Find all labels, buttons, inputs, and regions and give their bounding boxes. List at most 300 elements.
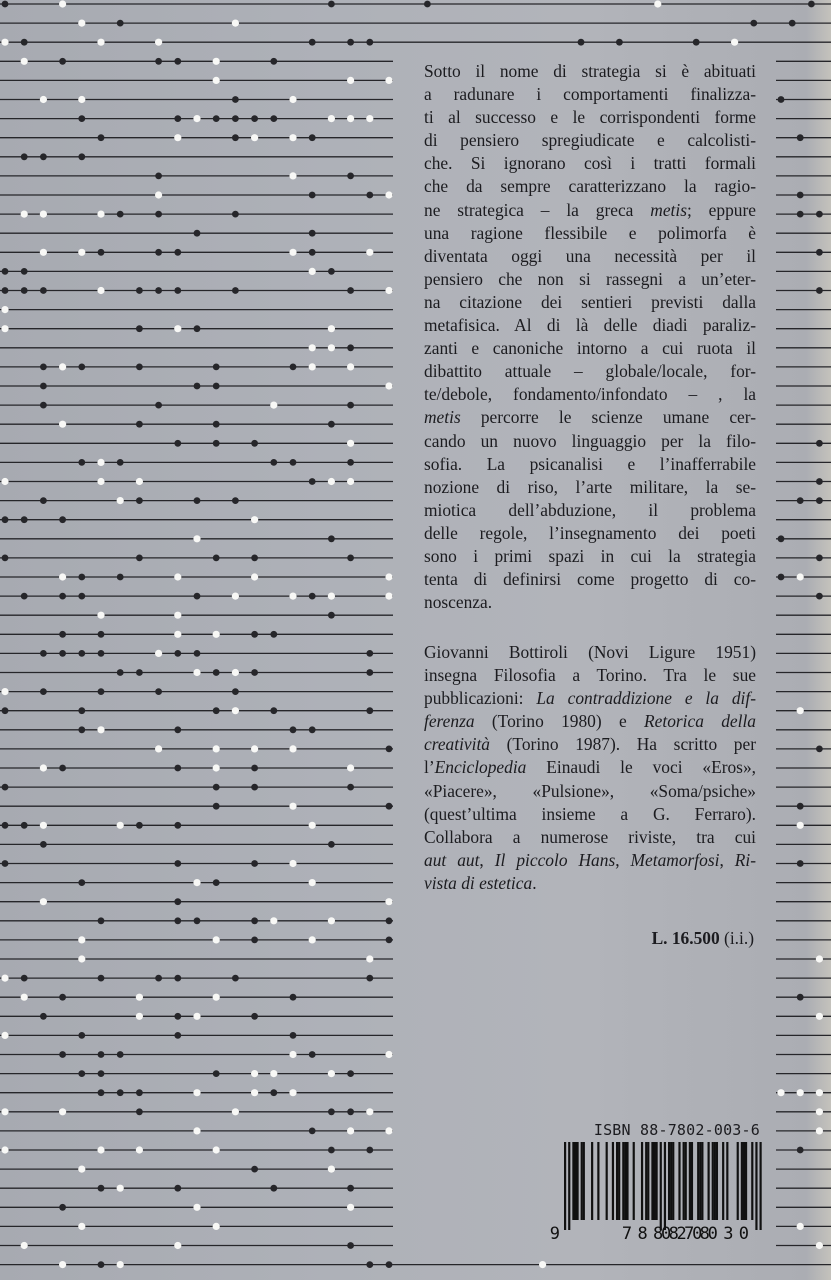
text-run: noscenza. xyxy=(424,592,493,613)
text-line xyxy=(424,591,756,614)
author-bio-paragraph xyxy=(424,641,756,895)
white-dot xyxy=(270,1070,277,1077)
black-dot xyxy=(213,115,220,122)
white-dot xyxy=(59,0,66,7)
black-dot xyxy=(21,287,28,294)
black-dot xyxy=(213,440,220,447)
black-dot xyxy=(174,1185,181,1192)
barcode-bar xyxy=(651,1142,653,1220)
white-dot xyxy=(213,936,220,943)
white-dot xyxy=(213,1223,220,1230)
white-dot xyxy=(193,1204,200,1211)
black-dot xyxy=(213,421,220,428)
black-dot xyxy=(2,555,9,562)
white-dot xyxy=(193,1089,200,1096)
black-dot xyxy=(117,574,124,581)
barcode-bar xyxy=(664,1142,666,1230)
text-line xyxy=(424,664,756,687)
barcode-bar xyxy=(574,1142,576,1220)
black-dot xyxy=(309,134,316,141)
white-dot xyxy=(347,77,354,84)
barcode-bar xyxy=(743,1142,745,1220)
white-dot xyxy=(385,898,392,905)
black-dot xyxy=(155,173,162,180)
black-dot xyxy=(213,803,220,810)
black-dot xyxy=(136,822,143,829)
black-dot xyxy=(174,58,181,65)
black-dot xyxy=(136,1089,143,1096)
white-dot xyxy=(136,1013,143,1020)
barcode-bar xyxy=(678,1142,680,1220)
black-dot xyxy=(117,20,124,27)
black-dot xyxy=(98,917,105,924)
black-dot xyxy=(578,39,585,46)
white-dot xyxy=(40,211,47,218)
black-dot xyxy=(251,1013,258,1020)
black-dot xyxy=(78,459,85,466)
black-dot xyxy=(21,39,28,46)
barcode-bar xyxy=(647,1142,649,1220)
black-dot xyxy=(21,593,28,600)
black-dot xyxy=(155,249,162,256)
barcode-bar xyxy=(660,1142,662,1230)
white-dot xyxy=(78,936,85,943)
black-dot xyxy=(174,765,181,772)
barcode-bar xyxy=(737,1142,739,1220)
italic-text: Enciclopedia xyxy=(434,757,527,778)
white-dot xyxy=(289,860,296,867)
white-dot xyxy=(309,363,316,370)
black-dot xyxy=(136,287,143,294)
white-dot xyxy=(117,822,124,829)
white-dot xyxy=(97,287,104,294)
white-dot xyxy=(797,822,804,829)
white-dot xyxy=(213,745,220,752)
white-dot xyxy=(347,115,354,122)
white-dot xyxy=(155,39,162,46)
white-dot xyxy=(193,535,200,542)
black-dot xyxy=(136,669,143,676)
black-dot xyxy=(347,1108,354,1115)
text-run: pubblicazioni: xyxy=(424,688,537,709)
barcode-digits: 9 xyxy=(549,1224,560,1244)
barcode-bar xyxy=(741,1142,743,1220)
black-dot xyxy=(117,1051,124,1058)
white-dot xyxy=(816,1013,823,1020)
black-dot xyxy=(98,688,105,695)
italic-text: aut aut xyxy=(424,849,480,870)
black-dot xyxy=(78,1070,85,1077)
white-dot xyxy=(1,975,8,982)
black-dot xyxy=(309,39,316,46)
text-run: una ragione flessibile e polimorfa è xyxy=(424,222,756,243)
white-dot xyxy=(539,1261,546,1268)
black-dot xyxy=(213,669,220,676)
white-dot xyxy=(213,1146,220,1153)
white-dot xyxy=(213,764,220,771)
black-dot xyxy=(778,574,785,581)
black-dot xyxy=(213,879,220,886)
text-line xyxy=(424,733,756,756)
barcode-bar xyxy=(751,1142,753,1220)
black-dot xyxy=(366,1261,373,1268)
text-run: tenta di definirsi come progetto di co- xyxy=(424,569,756,590)
black-dot xyxy=(251,860,258,867)
white-dot xyxy=(232,669,239,676)
black-dot xyxy=(816,249,823,256)
text-run: nozione di riso, l’arte militare, la se- xyxy=(424,476,756,497)
black-dot xyxy=(136,1108,143,1115)
black-dot xyxy=(309,192,316,199)
text-line xyxy=(424,222,756,245)
black-dot xyxy=(78,574,85,581)
black-dot xyxy=(78,726,85,733)
black-dot xyxy=(347,459,354,466)
white-dot xyxy=(174,573,181,580)
black-dot xyxy=(59,650,66,657)
white-dot xyxy=(97,726,104,733)
white-dot xyxy=(21,994,28,1001)
black-dot xyxy=(328,1147,335,1154)
black-dot xyxy=(78,115,85,122)
white-dot xyxy=(59,1108,66,1115)
white-dot xyxy=(654,0,661,7)
black-dot xyxy=(2,1,9,8)
black-dot xyxy=(366,39,373,46)
text-run: che. Si ignorano così i tratti formali xyxy=(424,153,756,174)
black-dot xyxy=(40,364,47,371)
text-run: zanti e canoniche intorno a cui ruota il xyxy=(424,338,756,359)
barcode-bar xyxy=(689,1142,691,1220)
black-dot xyxy=(98,631,105,638)
text-run: che da sempre caratterizzano la ragio- xyxy=(424,176,756,197)
white-dot xyxy=(347,1127,354,1134)
black-dot xyxy=(155,287,162,294)
text-run: te/debole, fondamento/infondato – , la xyxy=(424,384,756,405)
white-dot xyxy=(213,77,220,84)
text-line xyxy=(424,430,756,453)
black-dot xyxy=(816,211,823,218)
italic-text: Metamorfosi xyxy=(630,849,720,870)
black-dot xyxy=(232,115,239,122)
white-dot xyxy=(309,879,316,886)
text-line xyxy=(424,756,756,779)
text-line xyxy=(424,780,756,803)
black-dot xyxy=(59,765,66,772)
black-dot xyxy=(290,364,297,371)
black-dot xyxy=(232,497,239,504)
white-dot xyxy=(174,612,181,619)
black-dot xyxy=(155,58,162,65)
black-dot xyxy=(386,937,393,944)
black-dot xyxy=(98,1070,105,1077)
black-dot xyxy=(797,994,804,1001)
white-dot xyxy=(97,459,104,466)
black-dot xyxy=(194,325,201,332)
white-dot xyxy=(797,707,804,714)
black-dot xyxy=(328,268,335,275)
black-dot xyxy=(40,688,47,695)
black-dot xyxy=(309,726,316,733)
black-dot xyxy=(117,669,124,676)
white-dot xyxy=(289,249,296,256)
black-dot xyxy=(386,917,393,924)
text-run: pensiero che non si rassegni a un’eter- xyxy=(424,268,756,289)
white-dot xyxy=(40,96,47,103)
black-dot xyxy=(174,287,181,294)
white-dot xyxy=(1,1108,8,1115)
italic-text: creatività xyxy=(424,734,490,755)
black-dot xyxy=(366,669,373,676)
white-dot xyxy=(385,573,392,580)
white-dot xyxy=(797,1223,804,1230)
black-dot xyxy=(251,937,258,944)
white-dot xyxy=(328,1070,335,1077)
black-dot xyxy=(213,707,220,714)
white-dot xyxy=(385,382,392,389)
text-line xyxy=(424,826,756,849)
text-run: , xyxy=(719,849,735,870)
black-dot xyxy=(98,975,105,982)
white-dot xyxy=(174,631,181,638)
white-dot xyxy=(816,1127,823,1134)
black-dot xyxy=(98,1089,105,1096)
text-line xyxy=(424,545,756,568)
italic-text: Il piccolo Hans xyxy=(494,849,616,870)
white-dot xyxy=(816,1242,823,1249)
barcode-bar xyxy=(633,1142,635,1220)
black-dot xyxy=(290,726,297,733)
white-dot xyxy=(232,707,239,714)
black-dot xyxy=(194,917,201,924)
text-run: miotica dell’abduzione, il problema xyxy=(424,499,756,520)
white-dot xyxy=(155,745,162,752)
black-dot xyxy=(59,1204,66,1211)
black-dot xyxy=(213,383,220,390)
black-dot xyxy=(347,344,354,351)
barcode-bar xyxy=(622,1142,624,1220)
text-line xyxy=(424,245,756,268)
black-dot xyxy=(816,555,823,562)
black-dot xyxy=(174,1032,181,1039)
barcode-bar xyxy=(672,1142,674,1220)
black-dot xyxy=(797,803,804,810)
black-dot xyxy=(174,898,181,905)
black-dot xyxy=(40,497,47,504)
text-run: , xyxy=(615,849,631,870)
black-dot xyxy=(78,593,85,600)
white-dot xyxy=(816,955,823,962)
black-dot xyxy=(750,20,757,27)
barcode-bar xyxy=(641,1142,643,1220)
text-run: diventata oggi una necessità per il xyxy=(424,245,756,266)
black-dot xyxy=(328,1,335,8)
white-dot xyxy=(289,593,296,600)
barcode-bar xyxy=(697,1142,699,1220)
barcode-bar xyxy=(691,1142,693,1220)
white-dot xyxy=(97,1146,104,1153)
black-dot xyxy=(808,1,815,8)
black-dot xyxy=(2,516,9,523)
black-dot xyxy=(816,478,823,485)
text-line xyxy=(424,268,756,291)
white-dot xyxy=(270,402,277,409)
black-dot xyxy=(816,440,823,447)
black-dot xyxy=(328,535,335,542)
black-dot xyxy=(797,497,804,504)
white-dot xyxy=(366,955,373,962)
white-dot xyxy=(155,191,162,198)
white-dot xyxy=(347,1204,354,1211)
black-dot xyxy=(347,555,354,562)
black-dot xyxy=(213,555,220,562)
white-dot xyxy=(174,325,181,332)
black-dot xyxy=(59,631,66,638)
barcode-bar xyxy=(726,1142,728,1220)
black-dot xyxy=(797,1147,804,1154)
white-dot xyxy=(97,612,104,619)
black-dot xyxy=(797,192,804,199)
black-dot xyxy=(251,555,258,562)
black-dot xyxy=(40,287,47,294)
text-line xyxy=(424,383,756,406)
black-dot xyxy=(2,268,9,275)
black-dot xyxy=(309,1128,316,1135)
white-dot xyxy=(385,1127,392,1134)
black-dot xyxy=(797,211,804,218)
text-line xyxy=(424,453,756,476)
white-dot xyxy=(78,955,85,962)
white-dot xyxy=(366,1108,373,1115)
barcode-bar xyxy=(606,1142,608,1220)
white-dot xyxy=(328,1166,335,1173)
text-line xyxy=(424,337,756,360)
black-dot xyxy=(78,1032,85,1039)
black-dot xyxy=(797,134,804,141)
black-dot xyxy=(309,593,316,600)
white-dot xyxy=(251,134,258,141)
white-dot xyxy=(1,688,8,695)
white-dot xyxy=(328,917,335,924)
black-dot xyxy=(2,860,9,867)
text-line xyxy=(424,106,756,129)
black-dot xyxy=(270,631,277,638)
white-dot xyxy=(816,1089,823,1096)
black-dot xyxy=(40,383,47,390)
white-dot xyxy=(347,478,354,485)
barcode-bar xyxy=(591,1142,593,1220)
white-dot xyxy=(232,1108,239,1115)
white-dot xyxy=(174,134,181,141)
white-dot xyxy=(385,77,392,84)
black-dot xyxy=(59,516,66,523)
barcode-bar xyxy=(760,1142,762,1230)
white-dot xyxy=(347,764,354,771)
white-dot xyxy=(21,1242,28,1249)
black-dot xyxy=(251,784,258,791)
black-dot xyxy=(40,841,47,848)
italic-text: Retorica della xyxy=(644,711,756,732)
white-dot xyxy=(251,745,258,752)
black-dot xyxy=(117,211,124,218)
black-dot xyxy=(270,707,277,714)
text-line xyxy=(424,83,756,106)
black-dot xyxy=(328,421,335,428)
black-dot xyxy=(40,153,47,160)
black-dot xyxy=(78,879,85,886)
italic-text: ferenza xyxy=(424,711,475,732)
white-dot xyxy=(117,1261,124,1268)
black-dot xyxy=(59,593,66,600)
white-dot xyxy=(251,1089,258,1096)
text-run: sono i primi spazi in cui la strategia xyxy=(424,545,756,566)
black-dot xyxy=(98,1051,105,1058)
white-dot xyxy=(21,211,28,218)
black-dot xyxy=(21,268,28,275)
white-dot xyxy=(21,58,28,65)
black-dot xyxy=(78,364,85,371)
black-dot xyxy=(232,211,239,218)
text-run: insegna Filosofia a Torino. Tra le sue xyxy=(424,665,756,686)
barcode-bar xyxy=(612,1142,614,1220)
blurb-paragraph xyxy=(424,60,756,614)
white-dot xyxy=(816,1108,823,1115)
barcode-bar xyxy=(568,1142,570,1230)
white-dot xyxy=(777,1089,784,1096)
black-dot xyxy=(174,115,181,122)
text-run: delle regole, l’insegnamento dei poeti xyxy=(424,522,756,543)
black-dot xyxy=(251,1166,258,1173)
white-dot xyxy=(1,1146,8,1153)
white-dot xyxy=(40,249,47,256)
white-dot xyxy=(1,325,8,332)
black-dot xyxy=(194,593,201,600)
black-dot xyxy=(98,1185,105,1192)
black-dot xyxy=(21,153,28,160)
black-dot xyxy=(155,211,162,218)
black-dot xyxy=(386,746,393,753)
white-dot xyxy=(59,1261,66,1268)
barcode-bar xyxy=(685,1142,687,1220)
black-dot xyxy=(309,249,316,256)
text-line xyxy=(424,175,756,198)
white-dot xyxy=(366,249,373,256)
text-run: (quest’ultima insieme a G. Ferraro). xyxy=(424,803,756,824)
black-dot xyxy=(347,1070,354,1077)
black-dot xyxy=(816,287,823,294)
white-dot xyxy=(97,478,104,485)
barcode-bar xyxy=(722,1142,724,1220)
black-dot xyxy=(778,535,785,542)
text-run: Collabora a numerose riviste, tra cui xyxy=(424,826,756,847)
white-dot xyxy=(136,478,143,485)
barcode-bar xyxy=(656,1142,658,1220)
isbn-label: ISBN 88-7802-003-6 xyxy=(593,1121,760,1139)
white-dot xyxy=(78,20,85,27)
barcode-bar xyxy=(597,1142,599,1220)
black-dot xyxy=(21,975,28,982)
black-dot xyxy=(778,96,785,103)
text-run: sofia. La psicanalisi e l’inafferrabile xyxy=(424,453,756,474)
text-run: metafisica. Al di là delle diadi paraliz- xyxy=(424,315,756,336)
text-line xyxy=(424,803,756,826)
text-line xyxy=(424,568,756,591)
black-dot xyxy=(194,230,201,237)
white-dot xyxy=(328,325,335,332)
black-dot xyxy=(290,459,297,466)
black-dot xyxy=(290,1032,297,1039)
barcode-bar xyxy=(583,1142,585,1220)
